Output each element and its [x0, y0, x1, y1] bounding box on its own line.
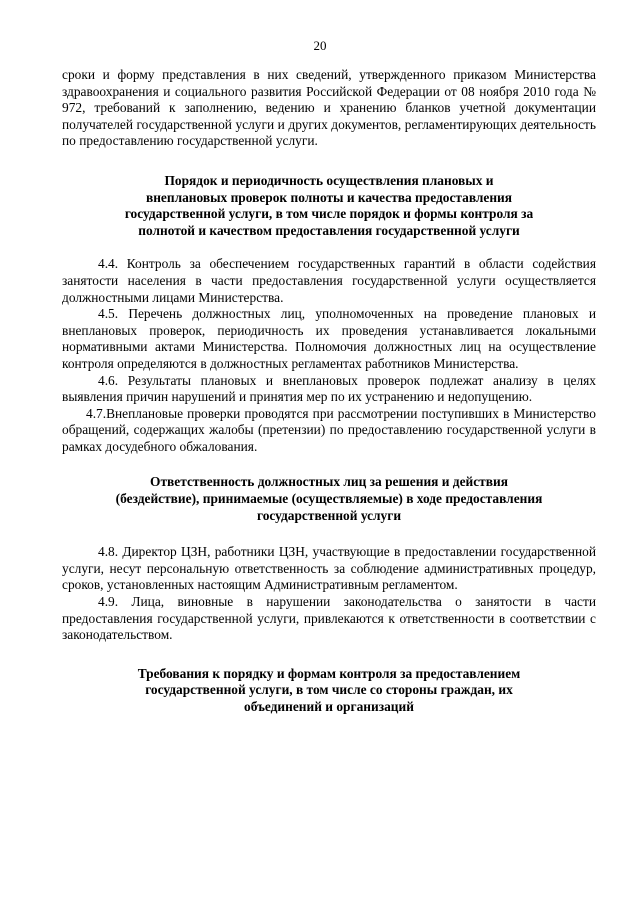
- paragraph-4-4: 4.4. Контроль за обеспечением государственных гарантий в области содействия занятости населения в части предоставления государственной услуги осуществляется должностными лицами Министерства.: [62, 256, 596, 305]
- heading-line: государственной услуги, в том числе со стороны граждан, их: [145, 682, 513, 698]
- paragraph-4-5: 4.5. Перечень должностных лиц, уполномоченных на проведение плановых и внеплановых проверок, периодичность их проведения устанавливается локальными нормативными актами Министерства. Полномочия должностных лиц на осуществление контроля определяются в должностных регламентах работников Министерства.: [62, 306, 596, 371]
- section-heading-control-procedure: [62, 173, 596, 239]
- heading-line: Порядок и периодичность осуществления плановых и: [164, 172, 494, 188]
- section-heading-control-requirements: [62, 666, 596, 716]
- paragraph-4-6: 4.6. Результаты плановых и внеплановых проверок подлежат анализу в целях выявления причин нарушений и принятия мер по их устранению и недопущению.: [62, 372, 596, 405]
- paragraph-4-8: 4.8. Директор ЦЗН, работники ЦЗН, участвующие в предоставлении государственной услуги, несут персональную ответственность за соблюдение административных процедур, сроков, установленных настоящим Административным регламентом.: [62, 544, 596, 593]
- paragraph-4-7: 4.7.Внеплановые проверки проводятся при рассмотрении поступивших в Министерство обращений, содержащих жалобы (претензии) по предоставлению государственной услуги в рамках досудебного обжалования.: [62, 405, 596, 454]
- heading-line: (бездействие), принимаемые (осуществляемые) в ходе предоставления: [115, 491, 543, 507]
- heading-line: государственной услуги, в том числе порядок и формы контроля за: [124, 206, 534, 222]
- spacer: [62, 150, 596, 173]
- heading-line: государственной услуги: [256, 507, 402, 523]
- paragraph-4-9: 4.9. Лица, виновные в нарушении законодательства о занятости в части предоставления государственной услуги, привлекаются к ответственности в соответствии с законодательством.: [62, 594, 596, 643]
- heading-line: объединений и организаций: [244, 699, 414, 714]
- heading-line: полнотой и качеством предоставления государственной услуги: [138, 222, 520, 238]
- section-heading-responsibility: [62, 474, 596, 524]
- heading-line: внеплановых проверок полноты и качества предоставления: [145, 189, 513, 205]
- page-content: [62, 67, 596, 716]
- spacer: [62, 455, 596, 474]
- spacer: [62, 239, 596, 256]
- page-number: 20: [313, 38, 327, 53]
- spacer: [62, 644, 596, 666]
- intro-paragraph: сроки и форму представления в них сведений, утвержденного приказом Министерства здравоохранения и социального развития Российской Федерации от 08 ноября 2010 года № 972, требований к заполнению, ведению и хранению бланков учетной документации получателей государственной услуги и других документов, регламентирующих деятельность по предоставлению государственной услуги.: [62, 67, 596, 149]
- heading-line: Требования к порядку и формам контроля за предоставлением: [137, 665, 521, 681]
- spacer: [62, 524, 596, 544]
- heading-line: Ответственность должностных лиц за решения и действия: [150, 474, 508, 490]
